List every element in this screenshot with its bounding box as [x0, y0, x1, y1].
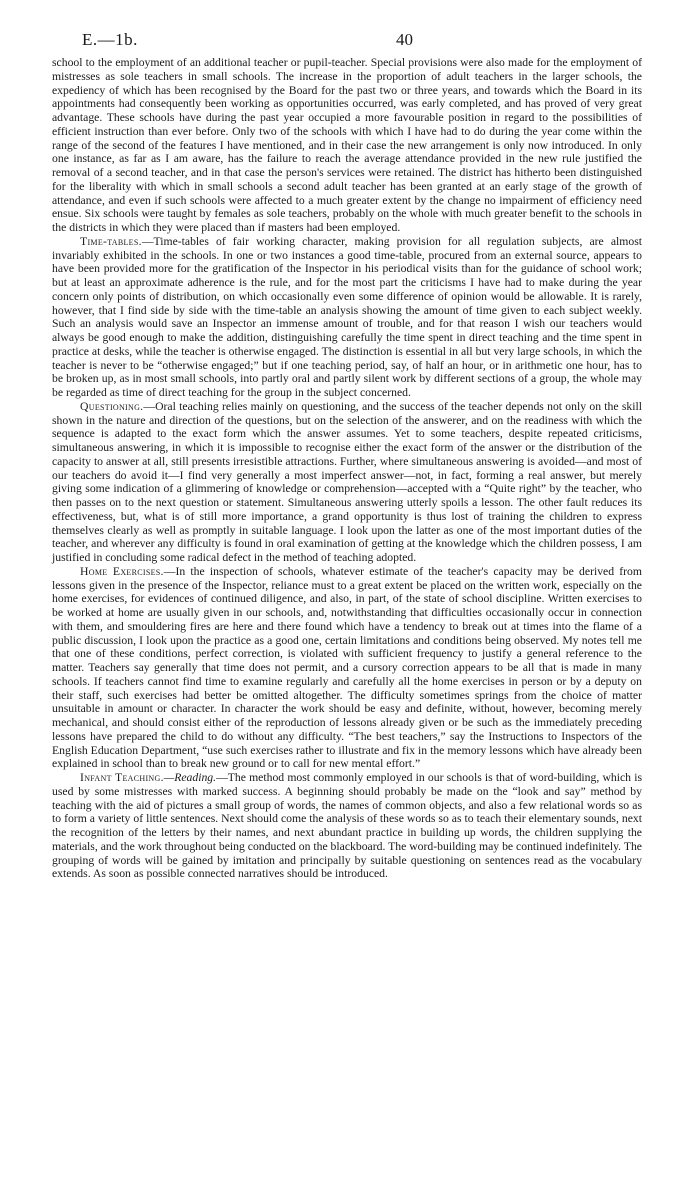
- paragraph-staffing: [52, 56, 642, 235]
- paragraph-home-exercises: [52, 565, 642, 771]
- document-reference: E.—1b.: [82, 30, 138, 49]
- paragraph-text: —In the inspection of schools, whatever estimate of the teacher's capacity may be derived from lessons given in the presence of the Inspector, reliance must to a great extent be placed on the written work, especially on the home exercises, for evidences of continued diligence, and also, in part, of the state of school discipline. Written exercises to be worked at home are usually given in our schools, and, notwithstanding that difficulties occasionally occur in connection with them, and smouldering fires are here and there found which have a tendency to break out at times into the flame of a public discussion, I look upon the practice as a good one, certain limitations and conditions being observed. My notes tell me that one of these conditions, perfect correction, is violated with sufficient frequency to justify a general reference to the matter. Teachers say generally that time does not permit, and a cursory correction appears to be all that is made in many schools. If teachers cannot find time to examine regularly and carefully all the home exercises in person or by a deputy on their staff, such exercises had better be omitted altogether. The difficulty sometimes springs from the choice of matter unsuitable in amount or character. In character the work should be easy and definite, without, however, becoming merely mechanical, and should consist either of the reproduction of lessons already given or be such as the immediately preceding lessons have prepared the child to do without any difficulty. “The best teachers,” say the Instructions to Inspectors of the English Education Department, “use such exercises rather to illustrate and fix in the memory lessons which have already been explained in school than to break new ground or to call for new mental effort.”: [52, 564, 642, 771]
- section-heading: Home Exercises.: [80, 564, 164, 578]
- paragraph-infant-teaching: [52, 771, 642, 881]
- paragraph-questioning: [52, 400, 642, 565]
- section-heading: Questioning.: [80, 399, 144, 413]
- page-header: [52, 0, 642, 56]
- body-text: [52, 56, 642, 881]
- section-heading: Time-tables.: [80, 234, 142, 248]
- paragraph-text: —Oral teaching relies mainly on questioning, and the success of the teacher depends not only on the skill shown in the nature and direction of the questions, but on the selection of the answerer, and on the readiness with which the sequence is adapted to the exact form which the answer assumes. Yet to some teachers, despite repeated criticisms, simultaneous answering, in which it is impossible to recognise either the exact form of the answer or the distribution of the capacity to answer at all, still presents irresistible attractions. Further, where simultaneous answering is avoided—and most of our teachers do avoid it—I find very generally a most imperfect answer—not, in fact, forming a real answer, but merely giving some indication of a glimmering of knowledge or comprehension—accepted with a “Quite right” by the teacher, who then passes on to the next question or statement. Simultaneous answering utterly spoils a lesson. The other fault reduces its effectiveness, but, what is of still more importance, a grand opportunity is thus lost of training the children to express themselves clearly as well as promptly in suitable language. I look upon the latter as one of the most important duties of the teacher, and wherever any difficulty is found in oral examination of getting at the knowledge which the children possess, I am justified in concluding some radical defect in the method of teaching adopted.: [52, 399, 642, 564]
- section-heading: Infant Teaching.: [80, 771, 164, 784]
- paragraph-text: —Time-tables of fair working character, making provision for all regulation subjects, are almost invariably exhibited in the schools. In one or two instances a good time-table, procured from an external source, appears to have been provided more for the gratification of the Inspector in his periodical visits than for the guidance of school work; but at least an approximate adherence is the rule, and for the most part the criticisms I have had to make during the year concern only points of distribution, on which occasionally even some difference of opinion would be allowable. It is rarely, however, that I find side by side with the time-table an analysis showing the amount of time given to each subject weekly. Such an analysis would save an Inspector an immense amount of trouble, and for that reason I wish our teachers would always be good enough to make the addition, distinguishing carefully the time spent in direct teaching and the time spent in practice at desks, while the teacher is otherwise engaged. The distinction is essential in all but very large schools, in which the teacher is never to be “otherwise engaged;” but if one teaching period, say, of half an hour, or in arithmetic one hour, has to be broken up, as in most small schools, into partly oral and partly silent work by different sections of a group, the whole may be regarded as time of direct teaching for the group in the subject concerned.: [52, 234, 642, 399]
- page-number: 40: [396, 30, 413, 49]
- paragraph-time-tables: [52, 235, 642, 400]
- paragraph-text: school to the employment of an additional teacher or pupil-teacher. Special provisions were also made for the employment of mistresses as sole teachers in small schools. The increase in the proportion of adult teachers in the larger schools, the expediency of which has been recognised by the Board for the past two or three years, and towards which the Board in its appointments had consequently been working as opportunities occurred, was early completed, and has proved of very great advantage. These schools have during the past year occupied a more favourable position in regard to the possibilities of efficient instruction than ever before. Only two of the schools with which I have had to do during the year come within the range of the second of the features I have mentioned, and in their case the new arrangement is only now introduced. In only one instance, as far as I am aware, has the failure to reach the average attendance provided in the new rule justified the removal of a second teacher, and in that case the person's services were retained. The district has hitherto been distinguished for the liberality with which in small schools a second adult teacher has been granted at an early stage of the growth of attendance, and even if such schools were affected to a much greater extent by the change no impairment of efficiency need ensue. Six schools were taught by females as sole teachers, probably on the whole with much greater benefit to the schools in the districts in which they were placed than if masters had been employed.: [52, 56, 642, 234]
- paragraph-text: —The method most commonly employed in our schools is that of word-building, which is used by some mistresses with marked success. A beginning should probably be made on the “look and say” method by teaching with the aid of pictures a small group of words, the names of common objects, and also a few relational words so as to form a variety of little sentences. Next should come the analysis of these words so as to teach their elementary sounds, next the recognition of the letters by their names, and next abundant practice in building up words, the children supplying the materials, and the work throughout being conducted on the blackboard. The word-building may be continued indefinitely. The grouping of words will be gained by imitation and principally by suitable questioning on sentences read as the vocabulary extends. As soon as possible connected narratives should be introduced.: [52, 771, 642, 881]
- section-subheading: —Reading.: [163, 771, 217, 784]
